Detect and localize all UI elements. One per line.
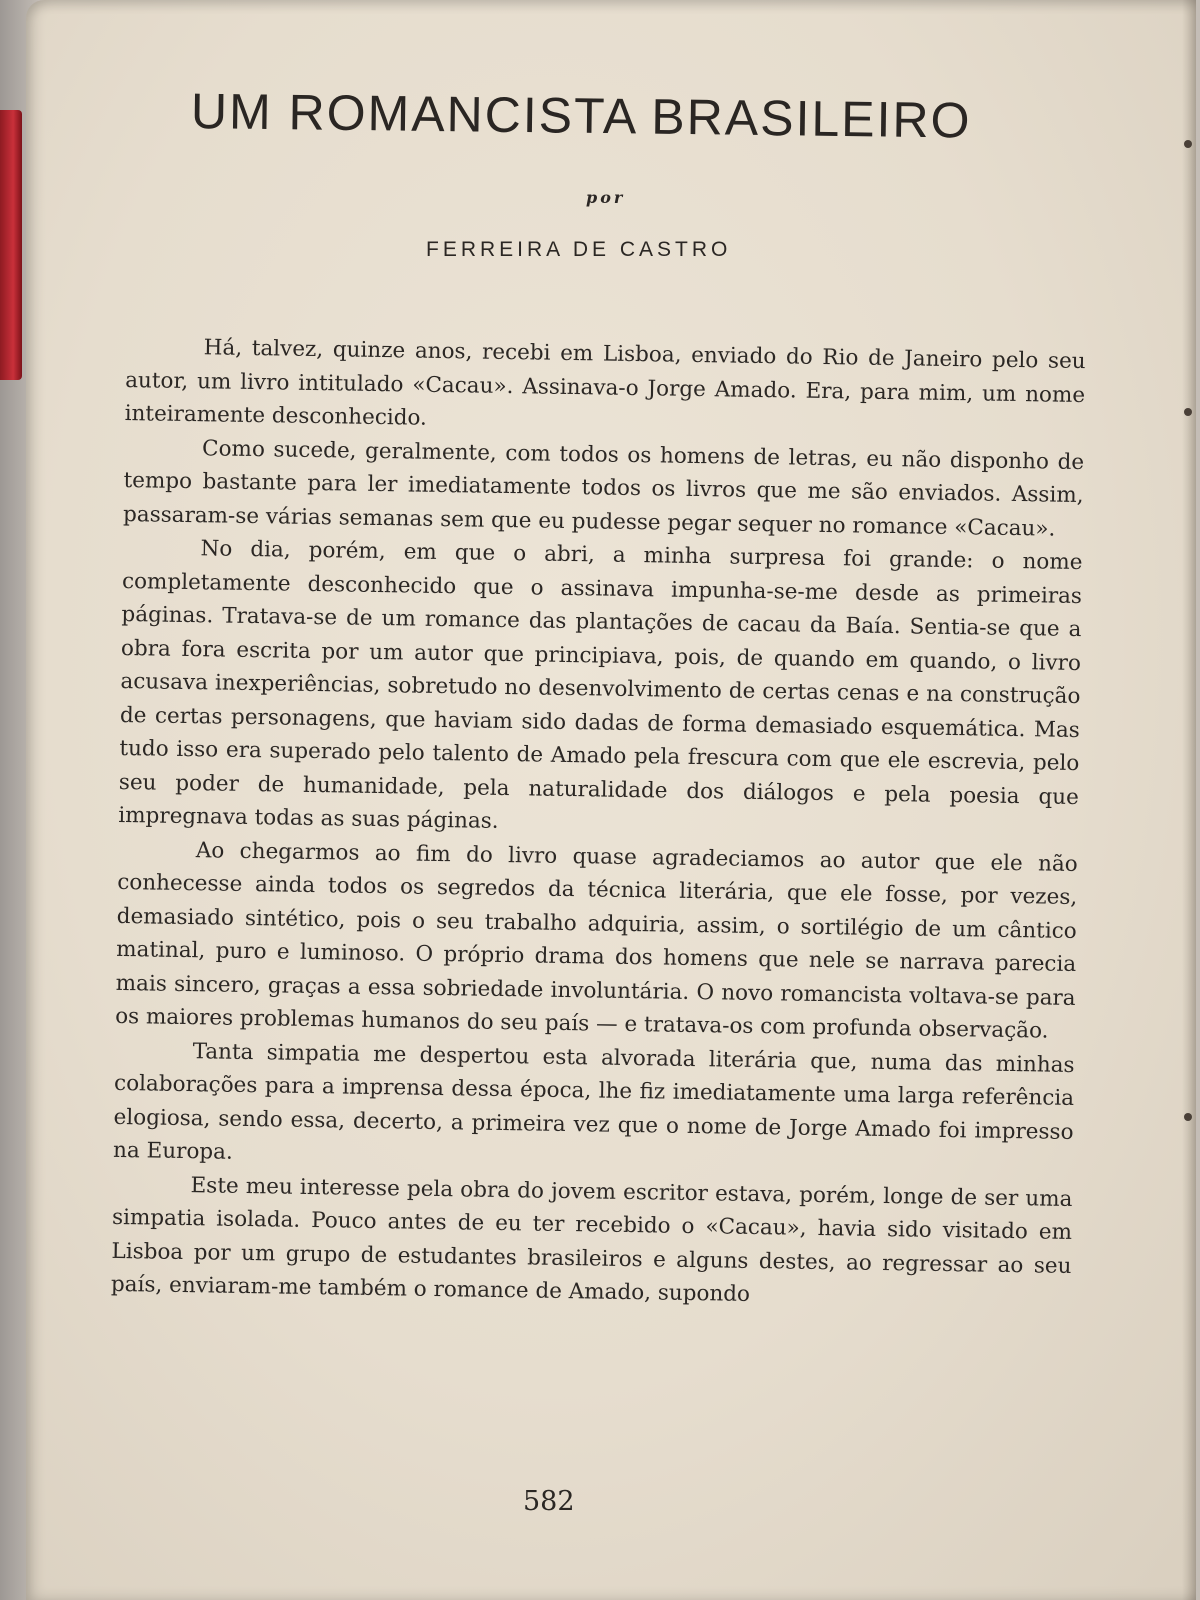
- article-body: [111, 330, 1086, 1316]
- paragraph: No dia, porém, em que o abri, a minha surpresa foi grande: o nome completamente desconhecido que o assinava impunha-se-me desde as primeiras páginas. Tratava-se de um romance das plantações de cacau da Baía. Sentia-se que a obra fora escrita por um autor que principiava, pois, de quando em quando, o livro acusava inexperiências, sobretudo no desenvolvimento de certas cenas e na construção de certas personagens, que haviam sido dadas de forma demasiado esquemática. Mas tudo isso era superado pelo talento de Amado pela frescura com que ele escrevia, pelo seu poder de humanidade, pela naturalidade dos diálogos e pela poesia que impregnava todas as suas páginas.: [118, 536, 1083, 834]
- page-content: [26, 0, 1196, 1600]
- paragraph: Tanta simpatia me despertou esta alvorada literária que, numa das minhas colaborações para a imprensa dessa época, lhe fiz imediatamente uma larga referência elogiosa, sendo essa, decerto, a primeira vez que o nome de Jorge Amado foi impresso na Europa.: [112, 1038, 1075, 1165]
- paragraph: Há, talvez, quinze anos, recebi em Lisboa, enviado do Rio de Janeiro pelo seu autor, um livro intitulado «Cacau». Assinava-o Jorge Amado. Era, para mim, um nome inteiramente desconhecido.: [124, 335, 1086, 431]
- book-page: [26, 0, 1196, 1600]
- byline-por: por: [586, 188, 626, 207]
- article-title: UM ROMANCISTA BRASILEIRO: [190, 83, 972, 149]
- paragraph: Este meu interesse pela obra do jovem escritor estava, porém, longe de ser uma simpatia isolada. Pouco antes de eu ter recebido o «Cacau», havia sido visitado em Lisboa por um grupo de estudantes brasileiros e alguns destes, ao regressar ao seu país, enviaram-me também o romance de Amado, supondo: [110, 1172, 1073, 1307]
- red-book-cover-edge: [0, 110, 22, 380]
- paragraph: Ao chegarmos ao fim do livro quase agradeciamos ao autor que ele não conhecesse ainda todos os segredos da técnica literária, que ele fosse, por vezes, demasiado sintético, pois o seu trabalho adquiria, assim, o sortilégio de um cântico matinal, puro e luminoso. O próprio drama dos homens que nele se narrava parecia mais sincero, graças a essa sobriedade involuntária. O novo romancista voltava-se para os maiores problemas humanos do seu país — e tratava-os com profunda observação.: [115, 837, 1078, 1044]
- author-name: FERREIRA DE CASTRO: [426, 238, 732, 261]
- paragraph: Como sucede, geralmente, com todos os homens de letras, eu não disponho de tempo bastante para ler imediatamente todos os livros que me são enviados. Assim, passaram-se várias semanas sem que eu pudesse pegar sequer no romance «Cacau».: [122, 435, 1085, 542]
- page-number: 582: [523, 1486, 575, 1517]
